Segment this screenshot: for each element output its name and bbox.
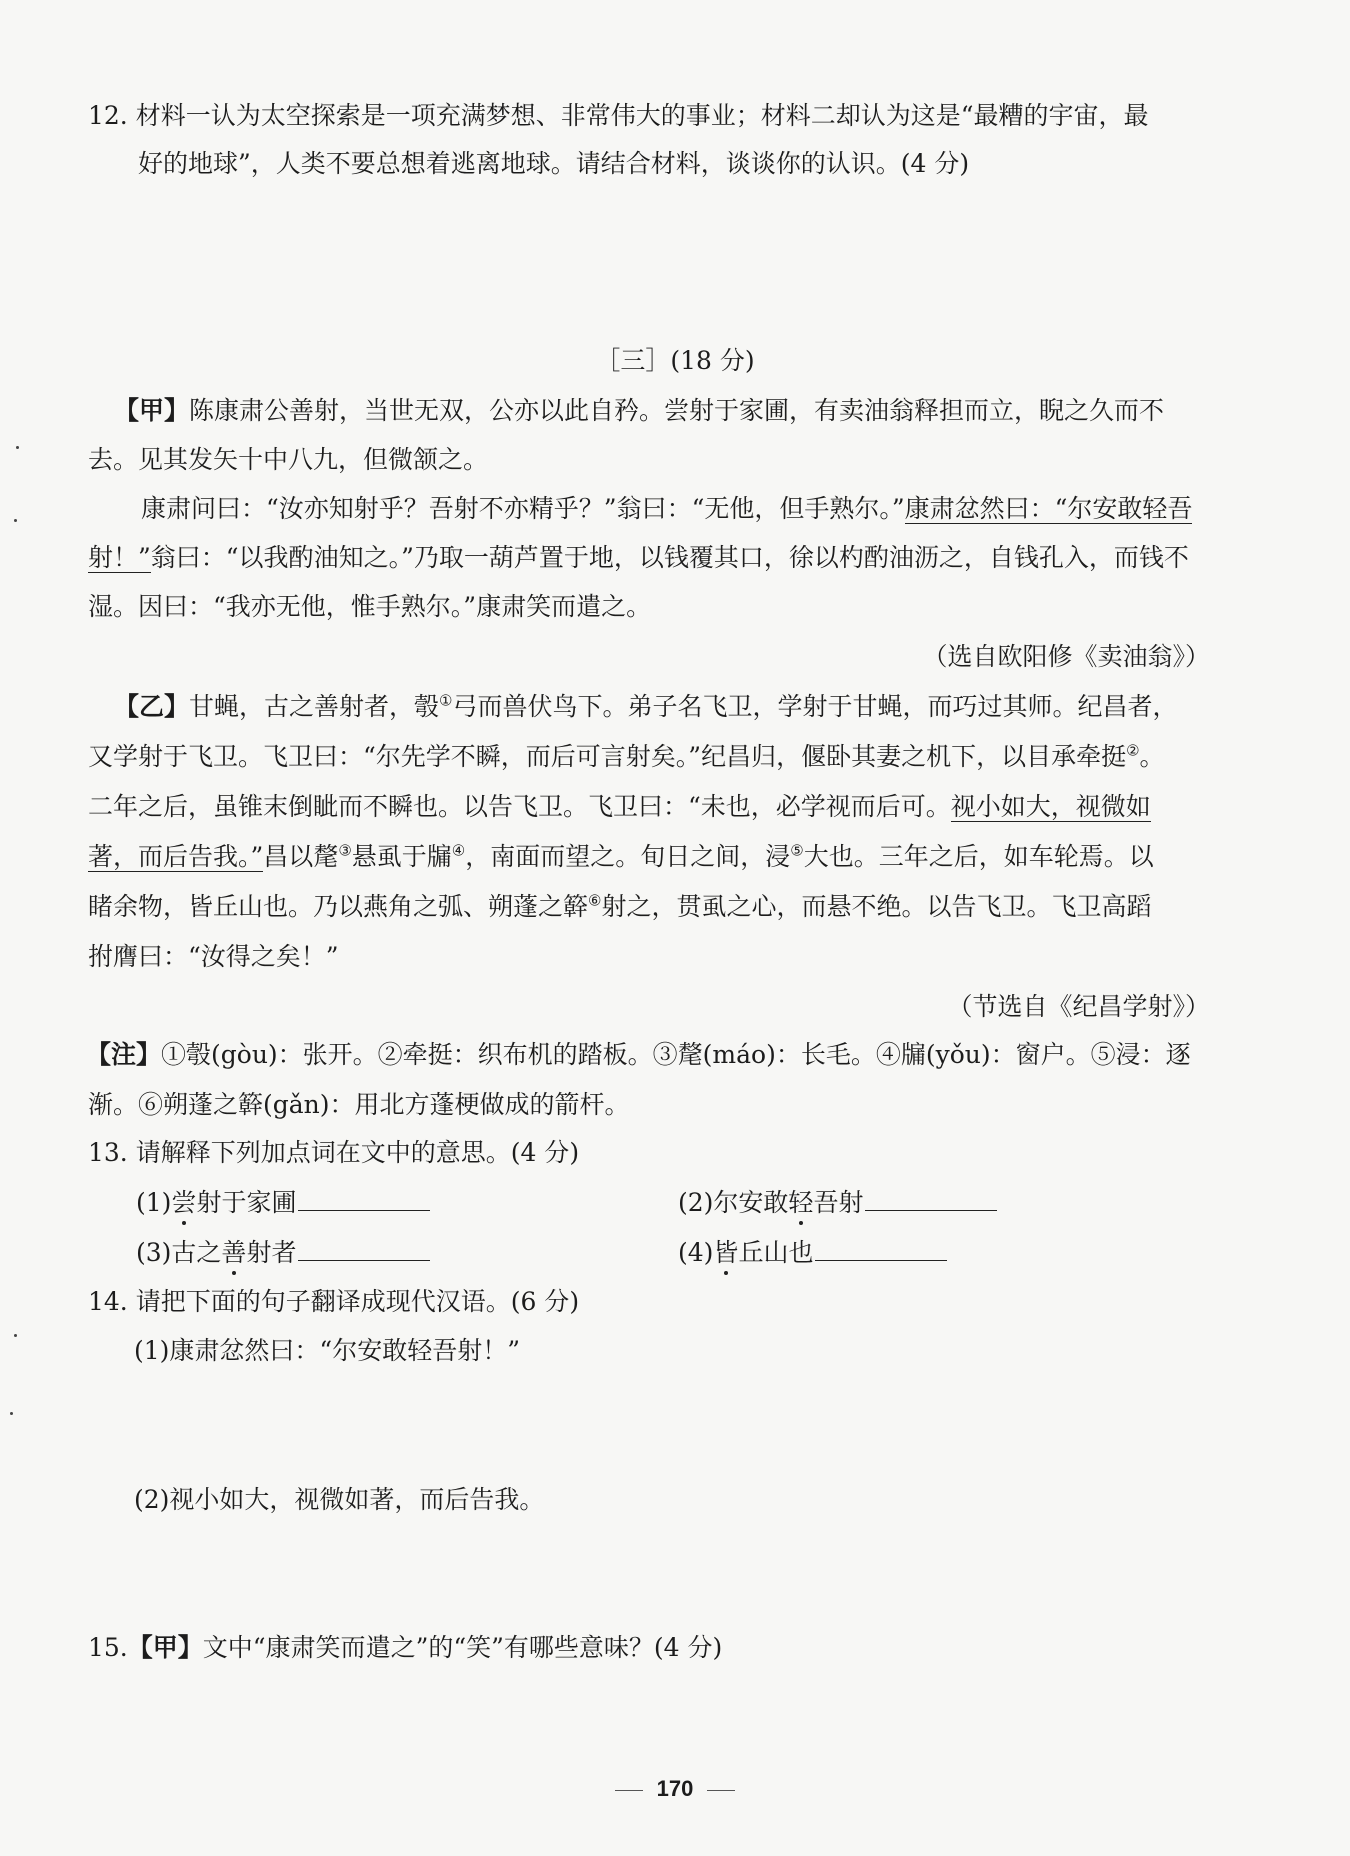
jia-tag: 【甲】 xyxy=(114,396,190,425)
question-14-sentence-2: (2)视小如大，视微如著，而后告我。 xyxy=(134,1485,545,1514)
jia-text: 康肃问曰：“汝亦知射乎？吾射不亦精乎？”翁曰：“无他，但手熟尔。” xyxy=(141,494,905,523)
item-text: (4) xyxy=(678,1238,714,1267)
page-number-dash xyxy=(615,1790,643,1791)
footnote-marker: ⑥ xyxy=(588,891,602,910)
yi-line-6: 拊膺曰：“汝得之矣！” xyxy=(88,942,339,971)
scan-mark xyxy=(10,1412,13,1415)
yi-text: 射之，贯虱之心，而悬不绝。以告飞卫。飞卫高蹈 xyxy=(601,892,1152,921)
dotted-word: 轻 xyxy=(788,1188,814,1217)
footnote-marker: ③ xyxy=(338,841,352,860)
footnote-marker: ① xyxy=(439,691,453,710)
yi-text: 弓而兽伏鸟下。弟子名飞卫，学射于甘蝇，而巧过其师。纪昌者， xyxy=(452,692,1178,721)
yi-text: ，南面而望之。旬日之间，浸 xyxy=(465,842,791,871)
answer-blank[interactable] xyxy=(865,1186,997,1211)
underlined-sentence: 著，而后告我。” xyxy=(88,842,264,871)
yi-line-3 xyxy=(88,789,1151,825)
yi-text: 大也。三年之后，如车轮焉。以 xyxy=(803,842,1154,871)
yi-line-5 xyxy=(88,889,1151,925)
dotted-word: 善 xyxy=(221,1238,247,1267)
jia-paragraph-1-line-1 xyxy=(114,393,1164,429)
jia-paragraph-1-line-2: 去。见其发矢十中八九，但微颔之。 xyxy=(88,445,489,474)
page-number xyxy=(0,1776,1350,1802)
yi-line-4 xyxy=(88,839,1154,875)
item-text: 吾射 xyxy=(813,1188,864,1217)
footnote-marker: ④ xyxy=(451,841,466,860)
item-text: (1) xyxy=(136,1188,172,1217)
question-13-item-4 xyxy=(678,1235,947,1271)
item-text: (3)古之 xyxy=(136,1238,222,1267)
notes-line-1 xyxy=(86,1037,1191,1073)
footnote-marker: ⑤ xyxy=(790,841,804,860)
underlined-sentence: 视小如大，视微如 xyxy=(950,792,1151,821)
question-number: 15. xyxy=(88,1633,128,1662)
jia-paragraph-2-line-3: 湿。因曰：“我亦无他，惟手熟尔。”康肃笑而遣之。 xyxy=(88,592,652,621)
question-13-stem: 13. 请解释下列加点词在文中的意思。(4 分) xyxy=(88,1138,580,1167)
yi-line-1 xyxy=(114,689,1178,725)
page-number-dash xyxy=(707,1790,735,1791)
question-text: 文中“康肃笑而遣之”的“笑”有哪些意味？(4 分) xyxy=(202,1633,723,1662)
item-text: 射者 xyxy=(246,1238,297,1267)
yi-text: 甘蝇，古之善射者，彀 xyxy=(189,692,440,721)
question-12-line-2: 好的地球”，人类不要总想着逃离地球。请结合材料，谈谈你的认识。(4 分) xyxy=(138,149,970,178)
dotted-word: 尝 xyxy=(171,1188,197,1217)
notes-text: ①彀(gòu)：张开。②牵挺：织布机的踏板。③氂(máo)：长毛。④牖(yǒu)：窗户。⑤浸：逐 xyxy=(161,1040,1191,1069)
question-12-line-1: 12. 材料一认为太空探索是一项充满梦想、非常伟大的事业；材料二却认为这是“最糟的宇宙，最 xyxy=(88,101,1149,130)
yi-text: 悬虱于牖 xyxy=(351,842,452,871)
item-text: (2)尔安敢 xyxy=(678,1188,789,1217)
question-13-item-2 xyxy=(678,1185,997,1221)
jia-paragraph-2-line-1 xyxy=(141,491,1192,527)
yi-text: 。 xyxy=(1139,742,1165,771)
page-number-value: 170 xyxy=(656,1776,694,1801)
question-14-sentence-1: (1)康肃忿然曰：“尔安敢轻吾射！” xyxy=(134,1336,520,1365)
question-15 xyxy=(88,1630,722,1666)
question-14-stem: 14. 请把下面的句子翻译成现代汉语。(6 分) xyxy=(88,1287,580,1316)
scan-mark xyxy=(14,1334,17,1337)
yi-text: 二年之后，虽锥末倒眦而不瞬也。以告飞卫。飞卫曰：“未也，必学视而后可。 xyxy=(88,792,951,821)
notes-tag: 【注】 xyxy=(86,1040,162,1069)
yi-line-2 xyxy=(88,739,1165,775)
yi-text: 睹余物，皆丘山也。乃以燕角之弧、朔蓬之簳 xyxy=(88,892,589,921)
jia-tag: 【甲】 xyxy=(127,1633,203,1662)
answer-blank[interactable] xyxy=(298,1236,430,1261)
dotted-word: 皆 xyxy=(713,1238,739,1267)
notes-line-2: 渐。⑥朔蓬之簳(gǎn)：用北方蓬梗做成的箭杆。 xyxy=(88,1090,630,1119)
item-text: 射于家圃 xyxy=(196,1188,297,1217)
question-13-item-3 xyxy=(136,1235,430,1271)
underlined-sentence: 康肃忿然曰：“尔安敢轻吾 xyxy=(904,494,1193,523)
scan-mark xyxy=(16,446,19,449)
yi-tag: 【乙】 xyxy=(114,692,190,721)
jia-paragraph-2-line-2 xyxy=(88,540,1189,576)
footnote-marker: ② xyxy=(1126,741,1140,760)
item-text: 丘山也 xyxy=(738,1238,814,1267)
jia-text: 陈康肃公善射，当世无双，公亦以此自矜。尝射于家圃，有卖油翁释担而立，睨之久而不 xyxy=(189,396,1165,425)
answer-blank[interactable] xyxy=(815,1236,947,1261)
underlined-sentence: 射！” xyxy=(88,543,151,572)
yi-text: 又学射于飞卫。飞卫曰：“尔先学不瞬，而后可言射矣。”纪昌归，偃卧其妻之机下，以目承牵挺 xyxy=(88,742,1127,771)
section-title: ［三］(18 分) xyxy=(595,346,755,375)
answer-blank[interactable] xyxy=(298,1186,430,1211)
scan-mark xyxy=(14,519,17,522)
yi-source: （节选自《纪昌学射》） xyxy=(947,992,1210,1021)
jia-text: 翁曰：“以我酌油知之。”乃取一葫芦置于地，以钱覆其口，徐以杓酌油沥之，自钱孔入，而钱不 xyxy=(150,543,1189,572)
question-13-item-1 xyxy=(136,1185,430,1221)
jia-source: （选自欧阳修《卖油翁》） xyxy=(922,642,1210,671)
yi-text: 昌以氂 xyxy=(263,842,339,871)
